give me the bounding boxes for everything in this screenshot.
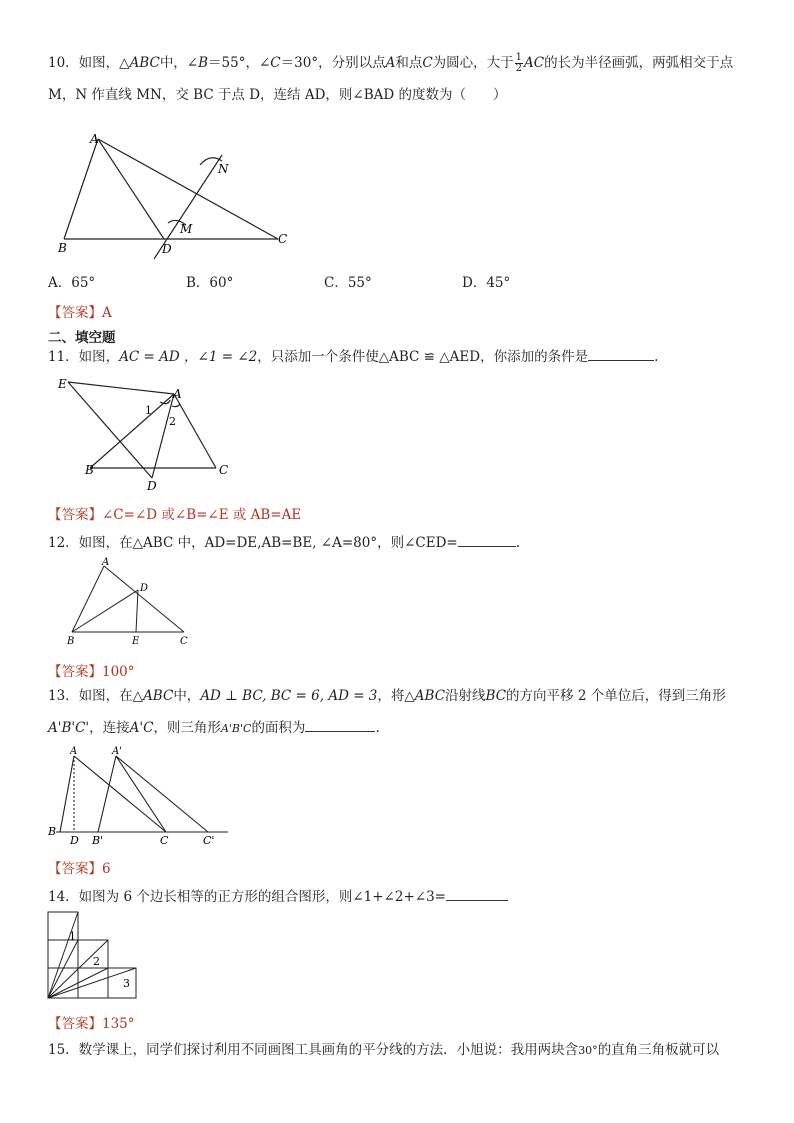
q12-label-D: D [140, 583, 149, 594]
q11-label-A: A [173, 387, 182, 401]
q10-answer: 【答案】A [48, 305, 112, 321]
q12-figure [62, 556, 202, 648]
q10-option-c: C．55° [324, 275, 372, 291]
q10-option-a: A．65° [48, 275, 96, 291]
q11-label-C: C [219, 463, 229, 477]
q12-label-A: A [102, 557, 110, 568]
section-fill-in: 二、填空题 [48, 330, 116, 346]
q12-answer: 【答案】100° [48, 664, 135, 680]
q14-label-1: 1 [69, 930, 76, 943]
q13-label-B: B [48, 825, 57, 838]
q11-text: 11．如图，AC = AD ，∠1 = ∠2，只添加一个条件使△ABC ≌ △AED，你添加的条件是 . [48, 346, 658, 366]
q13-line2: A'B'C'，连接A'C，则三角形A'B'C的面积为 . [48, 717, 380, 738]
q10-seg-AD [98, 139, 164, 239]
q11-figure [56, 374, 246, 492]
q10-label-M: M [180, 222, 193, 236]
q11-label-E: E [58, 377, 67, 391]
q14-label-2: 2 [93, 955, 100, 968]
q10-label-D: D [162, 242, 172, 256]
q13-figure [48, 742, 238, 852]
q14-answer: 【答案】135° [48, 1016, 135, 1032]
q13-label-C-prime: C' [203, 834, 215, 847]
q14-figure [46, 910, 146, 1005]
q12-label-B: B [67, 636, 75, 647]
q13-label-D: D [70, 834, 79, 847]
q10-option-d: D．45° [462, 275, 511, 291]
q11-label-D: D [147, 479, 157, 493]
q12-label-C: C [180, 636, 188, 647]
q11-label-2: 2 [169, 415, 176, 428]
q10-label-N: N [218, 162, 229, 176]
q10-line2: M，N 作直线 MN，交 BC 于点 D，连结 AD，则∠BAD 的度数为（ ） [48, 87, 507, 103]
q14-text: 14．如图为 6 个边长相等的正方形的组合图形，则∠1+∠2+∠3= [48, 886, 508, 906]
q13-answer: 【答案】6 [48, 861, 111, 877]
q10-option-b: B．60° [186, 275, 234, 291]
q11-label-1: 1 [145, 404, 152, 417]
q14-label-3: 3 [123, 977, 130, 990]
q13-label-A-prime: A' [112, 746, 122, 757]
q13-label-A: A [70, 746, 78, 757]
q10-label-C: C [278, 232, 288, 246]
q10-seg-AB [64, 139, 98, 239]
q13-label-C: C [160, 834, 169, 847]
q10-label-B: B [58, 241, 67, 255]
q13-label-B-prime: B' [92, 834, 104, 847]
fraction-half: $\frac{1}{2}$ [515, 52, 523, 74]
q13-line1: 13．如图，在△ABC中，AD ⊥ BC, BC = 6, AD = 3，将△ABC沿射线BC的方向平移 2 个单位后，得到三角形 [48, 688, 726, 704]
q12-text: 12．如图，在△ABC 中，AD=DE,AB=BE, ∠A=80°，则∠CED= . [48, 532, 520, 552]
q15-text: 15．数学课上，同学们探讨利用不同画图工具画角的平分线的方法．小旭说：我用两块含30°的直角三角板就可以 [48, 1042, 720, 1058]
q11-label-B: B [85, 463, 94, 477]
q11-answer: 【答案】∠C=∠D 或∠B=∠E 或 AB=AE [48, 507, 302, 523]
q10-label-A: A [90, 132, 99, 146]
q12-label-E: E [132, 636, 140, 647]
q10-line1: 10．如图，△ABC中，∠B＝55°，∠C＝30°，分别以点A和点C为圆心，大于 $\frac{1}{2}$ AC的长为半径画弧，两弧相交于点 [48, 52, 734, 74]
q10-figure [50, 125, 310, 265]
